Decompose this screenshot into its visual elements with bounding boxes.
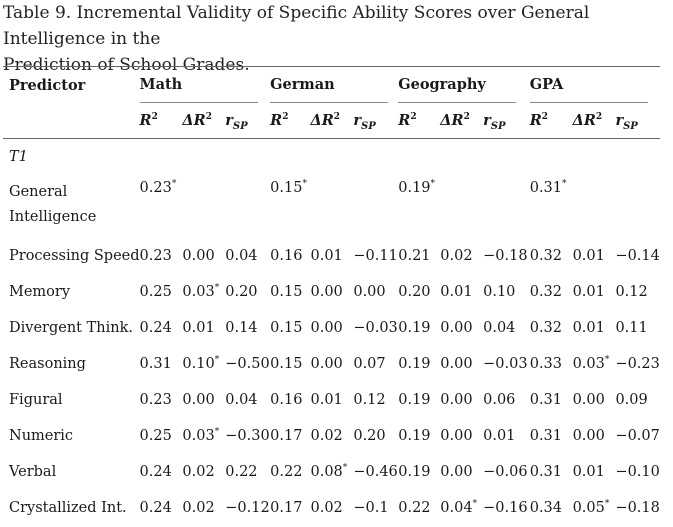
row-label: General Intelligence xyxy=(9,184,97,225)
table-cell: 0.05* xyxy=(572,499,610,516)
table-cell: 0.19 xyxy=(398,428,431,444)
table-cell: −0.03 xyxy=(483,356,528,372)
section-row xyxy=(3,139,660,175)
table-cell: −0.18 xyxy=(615,500,660,516)
table-cell: 0.02 xyxy=(310,428,343,444)
table-cell: 0.31 xyxy=(139,356,172,372)
table-cell: −0.14 xyxy=(615,248,660,264)
table-cell: 0.00 xyxy=(182,248,215,264)
table-cell: 0.10* xyxy=(182,355,220,372)
table-cell: 0.10 xyxy=(483,284,516,300)
table-cell: −0.03 xyxy=(353,320,398,336)
group-header-math: Math xyxy=(140,67,271,104)
table-cell: 0.21 xyxy=(398,248,431,264)
table-cell: 0.24 xyxy=(139,500,172,516)
subheader-r2: $R^2$ xyxy=(270,112,289,129)
table-cell: 0.00 xyxy=(440,464,473,480)
table-cell: 0.20 xyxy=(225,284,258,300)
table-cell: 0.32 xyxy=(529,320,563,336)
table-cell: 0.03* xyxy=(182,283,220,300)
table-cell: 0.01 xyxy=(483,428,516,444)
table-cell: 0.25 xyxy=(139,428,172,444)
subheader-r2: $R^2$ xyxy=(398,112,417,129)
table-cell: 0.01 xyxy=(182,320,215,336)
table-cell: 0.12 xyxy=(615,284,648,300)
table-cell: 0.01 xyxy=(572,248,605,264)
table-cell: 0.00 xyxy=(440,392,473,408)
table-cell: 0.22 xyxy=(398,500,431,516)
row-label: Reasoning xyxy=(9,356,86,372)
table-row xyxy=(3,490,660,526)
subheader-rsp: $r_{SP}$ xyxy=(615,112,638,132)
table-row xyxy=(3,238,660,274)
subheader-rsp: $r_{SP}$ xyxy=(353,112,376,132)
table-row xyxy=(3,174,660,238)
table-cell: 0.19 xyxy=(398,464,431,480)
table-cell: 0.00 xyxy=(440,428,473,444)
table-cell: 0.15 xyxy=(270,320,303,336)
table-cell: −0.11 xyxy=(353,248,398,264)
subheader-rsp: $r_{SP}$ xyxy=(225,112,248,132)
table-cell: 0.15 xyxy=(270,356,303,372)
table-row xyxy=(3,454,660,490)
table-cell: 0.02 xyxy=(310,500,343,516)
results-table xyxy=(3,66,660,526)
table-row xyxy=(3,346,660,382)
row-label: Figural xyxy=(9,392,63,408)
table-cell: 0.25 xyxy=(139,284,172,300)
table-cell: 0.31 xyxy=(529,392,563,408)
table-cell: 0.33 xyxy=(529,356,563,372)
gi-value: 0.19* xyxy=(398,179,436,196)
table-row xyxy=(3,382,660,418)
table-row xyxy=(3,274,660,310)
table-cell: −0.16 xyxy=(483,500,528,516)
subheader-rsp: $r_{SP}$ xyxy=(483,112,506,132)
table-cell: −0.10 xyxy=(615,464,660,480)
table-cell: 0.06 xyxy=(483,392,516,408)
table-cell: −0.50 xyxy=(225,356,270,372)
table-cell: 0.17 xyxy=(270,500,303,516)
table-cell: −0.1 xyxy=(353,500,389,516)
subheader-delta-r2: $\Delta R^2$ xyxy=(440,112,470,129)
table-cell: 0.23 xyxy=(139,392,172,408)
table-cell: 0.04 xyxy=(483,320,516,336)
table-cell: 0.20 xyxy=(398,284,431,300)
group-header-gpa: GPA xyxy=(530,67,660,104)
table-cell: 0.19 xyxy=(398,356,431,372)
table-cell: 0.20 xyxy=(353,428,386,444)
predictor-header: Predictor xyxy=(9,76,86,94)
table-cell: −0.30 xyxy=(225,428,270,444)
table-cell: −0.23 xyxy=(615,356,660,372)
table-cell: 0.16 xyxy=(270,248,303,264)
table-cell: 0.19 xyxy=(398,320,431,336)
caption-line-2: Prediction of School Grades. xyxy=(3,55,250,75)
table-cell: 0.01 xyxy=(572,320,605,336)
table-cell: −0.12 xyxy=(225,500,270,516)
group-header-geography: Geography xyxy=(398,67,529,104)
row-label: Numeric xyxy=(9,428,74,444)
group-header-german: German xyxy=(270,67,398,104)
table-cell: 0.01 xyxy=(572,464,605,480)
table-row xyxy=(3,310,660,346)
table-cell: 0.04 xyxy=(225,248,258,264)
table-cell: 0.16 xyxy=(270,392,303,408)
table-cell: 0.15 xyxy=(270,284,303,300)
subheader-delta-r2: $\Delta R^2$ xyxy=(182,112,212,129)
table-cell: −0.46 xyxy=(353,464,398,480)
subheader-delta-r2: $\Delta R^2$ xyxy=(572,112,603,129)
table-cell: 0.23 xyxy=(139,248,172,264)
table-cell: 0.19 xyxy=(398,392,431,408)
table-cell: 0.07 xyxy=(353,356,386,372)
table-cell: 0.34 xyxy=(529,500,563,516)
table-cell: 0.01 xyxy=(310,392,343,408)
header-group-row xyxy=(3,67,660,104)
row-label: Crystallized Int. xyxy=(9,500,127,516)
gi-value: 0.23* xyxy=(139,179,177,196)
table-cell: 0.00 xyxy=(182,392,215,408)
table-cell: 0.11 xyxy=(615,320,648,336)
gi-value: 0.15* xyxy=(270,179,307,196)
table-cell: 0.17 xyxy=(270,428,303,444)
table-cell: 0.09 xyxy=(615,392,648,408)
table-cell: 0.03* xyxy=(572,355,610,372)
table-cell: 0.00 xyxy=(440,356,473,372)
table-cell: 0.31 xyxy=(529,464,563,480)
table-cell: 0.00 xyxy=(572,428,605,444)
table-cell: −0.06 xyxy=(483,464,528,480)
row-label: Memory xyxy=(9,284,71,300)
table-cell: 0.02 xyxy=(440,248,473,264)
subheader-delta-r2: $\Delta R^2$ xyxy=(310,112,341,129)
table-cell: 0.01 xyxy=(440,284,473,300)
table-cell: 0.31 xyxy=(529,428,563,444)
header-sub-row xyxy=(3,103,660,139)
table-cell: 0.04 xyxy=(225,392,258,408)
table-cell: 0.14 xyxy=(225,320,258,336)
table-cell: 0.01 xyxy=(310,248,343,264)
subheader-r2: $R^2$ xyxy=(529,112,549,129)
table-cell: 0.00 xyxy=(572,392,605,408)
row-label: Divergent Think. xyxy=(9,320,133,336)
table-row xyxy=(3,418,660,454)
table-cell: −0.07 xyxy=(615,428,660,444)
table-cell: 0.32 xyxy=(529,284,563,300)
caption-line-1: Table 9. Incremental Validity of Specific Ability Scores over General Intelligence in the xyxy=(3,3,590,49)
gi-value: 0.31* xyxy=(529,179,567,196)
row-label: Verbal xyxy=(9,464,57,480)
section-label: T1 xyxy=(9,148,28,165)
table-cell: −0.18 xyxy=(483,248,528,264)
table-cell: 0.12 xyxy=(353,392,386,408)
table-cell: 0.04* xyxy=(440,499,478,516)
table-cell: 0.00 xyxy=(353,284,386,300)
table-cell: 0.32 xyxy=(529,248,563,264)
table-cell: 0.00 xyxy=(310,320,343,336)
row-label: Processing Speed xyxy=(9,248,140,264)
table-cell: 0.00 xyxy=(310,284,343,300)
table-cell: 0.03* xyxy=(182,427,220,444)
table-cell: 0.22 xyxy=(270,464,303,480)
table-cell: 0.00 xyxy=(440,320,473,336)
table-cell: 0.22 xyxy=(225,464,258,480)
table-cell: 0.02 xyxy=(182,500,215,516)
subheader-r2: $R^2$ xyxy=(139,112,158,129)
table-cell: 0.02 xyxy=(182,464,215,480)
table-cell: 0.24 xyxy=(139,464,172,480)
table-cell: 0.01 xyxy=(572,284,605,300)
table-cell: 0.00 xyxy=(310,356,343,372)
table-cell: 0.08* xyxy=(310,463,348,480)
table-cell: 0.24 xyxy=(139,320,172,336)
